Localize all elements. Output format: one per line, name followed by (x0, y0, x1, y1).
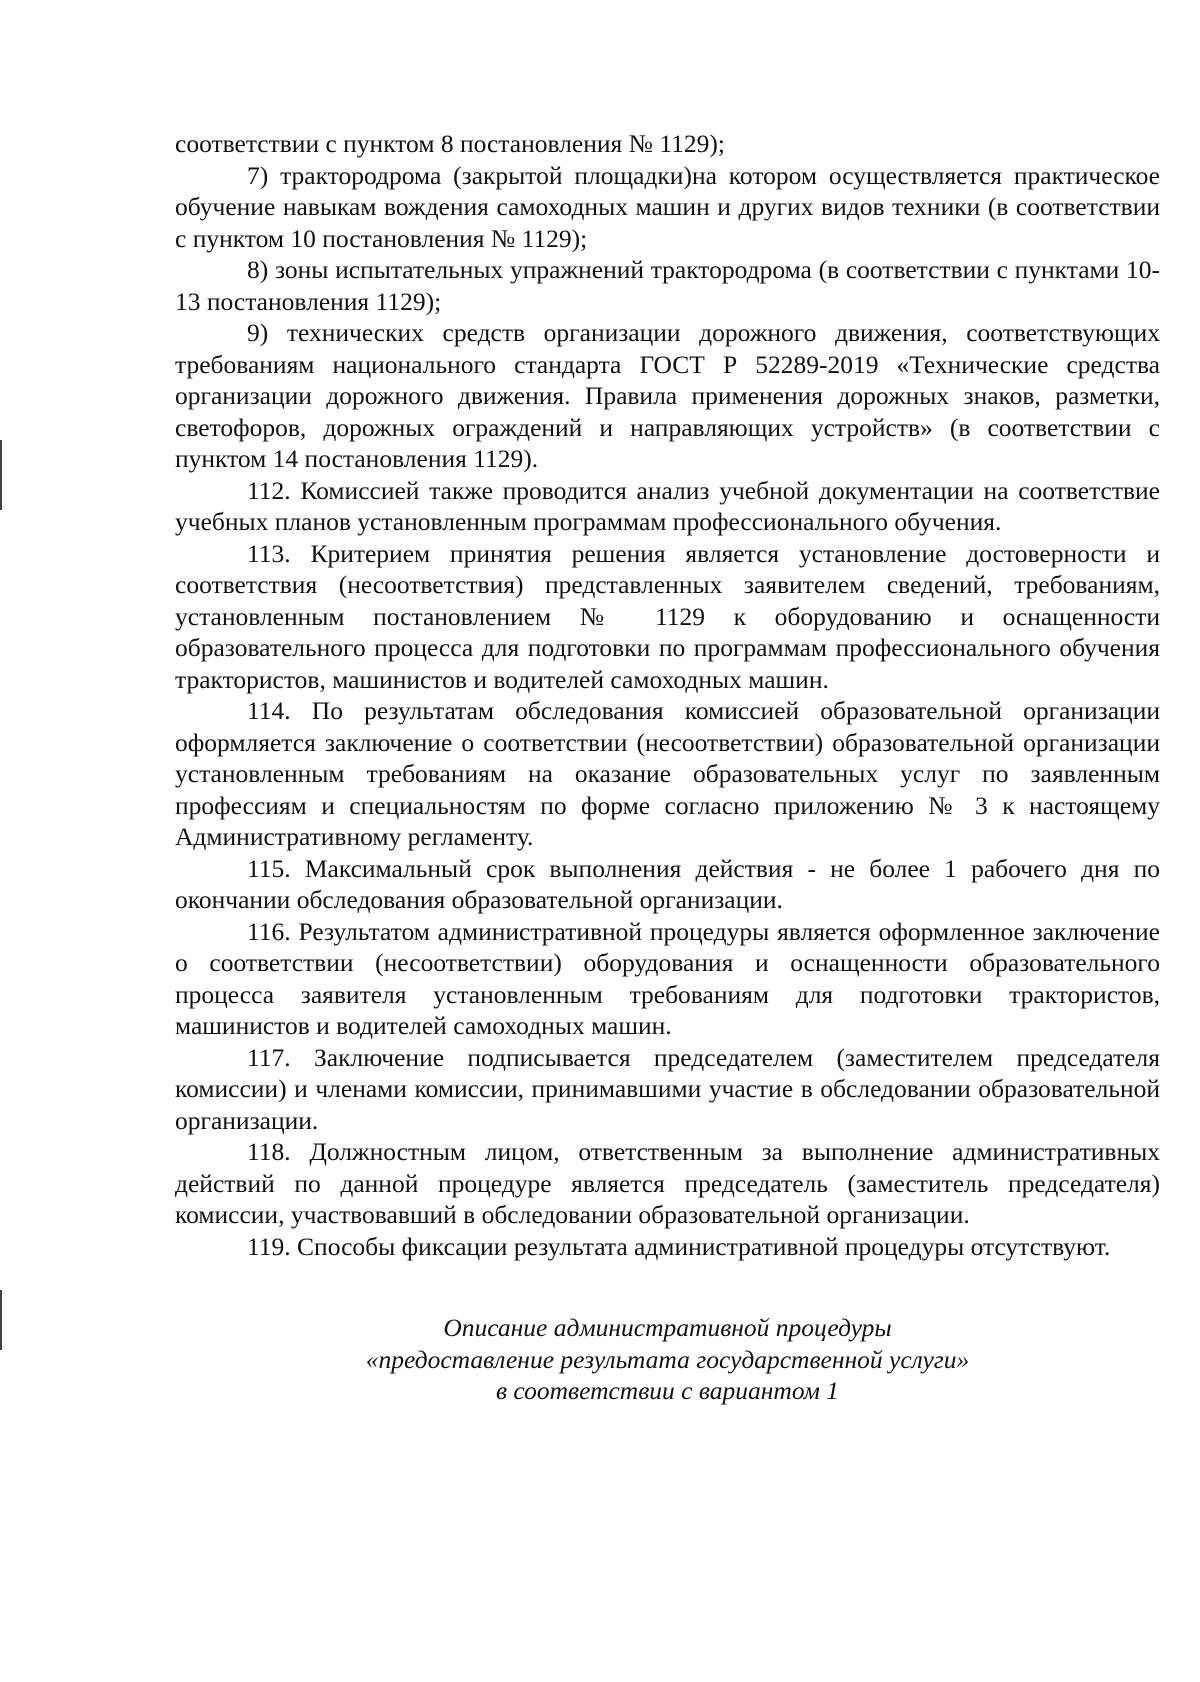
list-item-8: 8) зоны испытательных упражнений трактородрома (в соответствии с пунктами 10-13 постановления 1129); (175, 255, 1160, 316)
paragraph-112: 112. Комиссией также проводится анализ учебной документации на соответствие учебных планов установленным программам профессионального обучения. (175, 475, 1160, 536)
paragraph-119: 119. Способы фиксации результата административной процедуры отсутствуют. (247, 1231, 1111, 1261)
paragraph-117: 117. Заключение подписывается председателем (заместителем председателя комиссии) и членами комиссии, принимавшими участие в обследовании образовательной организации. (175, 1042, 1160, 1135)
paragraph-113: 113. Критерием принятия решения является установление достоверности и соответствия (несоответствия) представленных заявителем сведений, требованиям, установленным постановлением № 1129 к оборудованию и оснащенности образовательного процесса для подготовки по программам профессионального обучения трактористов, машинистов и водителей самоходных машин. (175, 538, 1160, 694)
paragraph-continuation: соответствии с пунктом 8 постановления № 1129); (175, 129, 725, 158)
paragraph-115: 115. Максимальный срок выполнения действия - не более 1 рабочего дня по окончании обследования образовательной организации. (175, 853, 1160, 914)
scan-edge-mark (0, 1290, 2, 1350)
paragraph-114: 114. По результатам обследования комиссией образовательной организации оформляется заключение о соответствии (несоответствии) образовательной организации установленным требованиям на оказание образовательных услуг по заявленным профессиям и специальностям по форме согласно приложению № 3 к настоящему Административному регламенту. (175, 696, 1160, 851)
heading-line-1: Описание административной процедуры (443, 1313, 892, 1342)
heading-line-3: в соответствии с вариантом 1 (495, 1376, 840, 1405)
heading-line-2: «предоставление результата государственной услуги» (365, 1344, 970, 1374)
paragraph-118: 118. Должностным лицом, ответственным за выполнение административных действий по данной процедуре является председатель (заместитель председателя) комиссии, участвовавший в обследовании образовательной организации. (175, 1137, 1160, 1229)
document-body (175, 128, 1160, 1407)
section-heading (175, 1312, 1160, 1407)
list-item-9: 9) технических средств организации дорожного движения, соответствующих требованиям национального стандарта ГОСТ Р 52289-2019 «Технические средства организации дорожного движения. Правила применения дорожных знаков, разметки, светофоров, дорожных ограждений и направляющих устройств» (в соответствии с пунктом 14 постановления 1129). (175, 318, 1160, 473)
scan-edge-mark (0, 440, 2, 510)
paragraph-116: 116. Результатом административной процедуры является оформленное заключение о соответствии (несоответствии) оборудования и оснащенности образовательного процесса заявителя установленным требованиям для подготовки трактористов, машинистов и водителей самоходных машин. (175, 916, 1160, 1040)
list-item-7: 7) трактородрома (закрытой площадки)на котором осуществляется практическое обучение навыкам вождения самоходных машин и других видов техники (в соответствии с пунктом 10 постановления № 1129); (175, 160, 1160, 253)
